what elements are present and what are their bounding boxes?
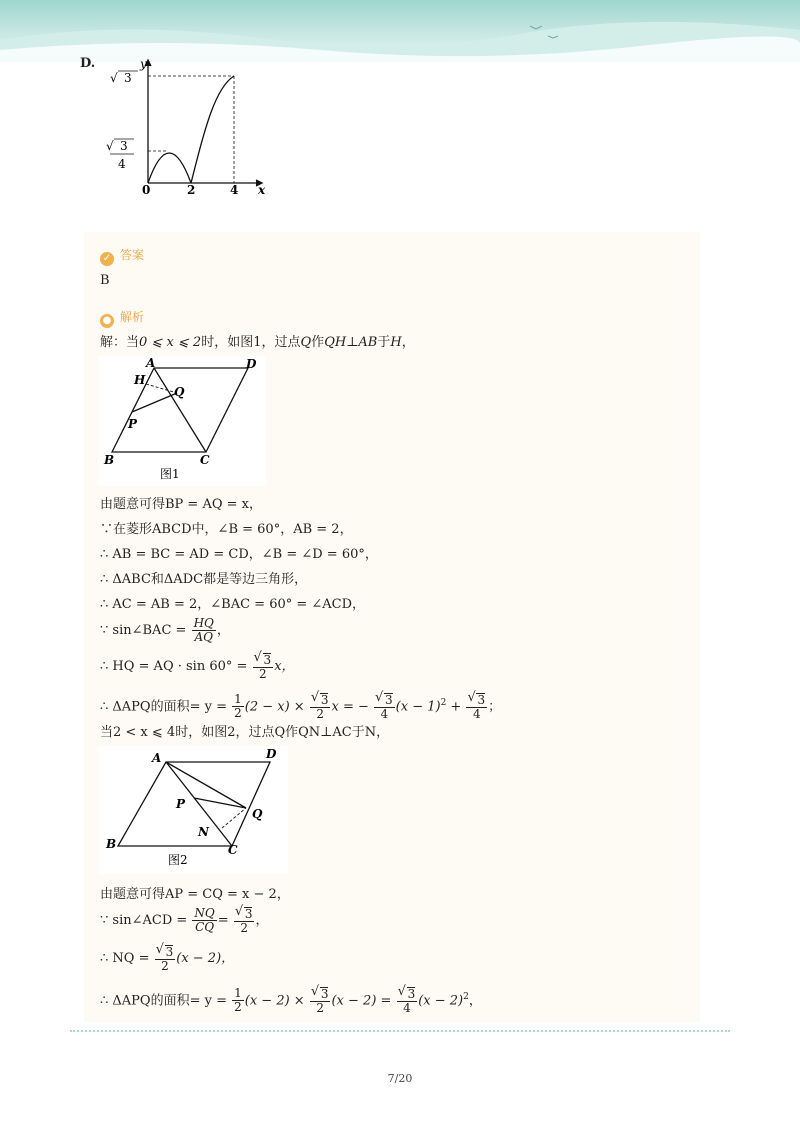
fig1-label-h: H [134, 373, 146, 387]
fig2-label-p: P [176, 797, 186, 811]
rhombus-abcd-2 [118, 762, 270, 846]
option-d-graph [80, 58, 280, 198]
answer-value: B [100, 273, 110, 288]
figure-1 [98, 356, 266, 486]
analysis-line-7: ∵ sin∠BAC = $\frac{HQ}{AQ}$ ， [100, 616, 230, 644]
analysis-line-12: ∵ sin∠ACD = $\frac{NQ}{CQ}$ = √ $\frac{3}{2}$ ， [100, 906, 268, 936]
analysis-line-11: 由题意可得AP = CQ = x − 2， [100, 887, 290, 902]
divider-dotted [70, 1030, 730, 1032]
analysis-line-8: ∴ HQ = AQ · sin 60° = √ $\frac{3}{2}$ x， [100, 652, 295, 682]
fig1-label-d: D [246, 357, 257, 371]
answer-heading: ✓ 答案 [100, 246, 144, 266]
figure-2 [98, 746, 288, 874]
option-d-label: D. [80, 56, 96, 71]
svg-text:√: √ [110, 71, 118, 85]
fig1-label-a: A [146, 356, 156, 370]
page-number: 7/20 [387, 1072, 413, 1085]
curve-arc-right [191, 76, 234, 183]
fig2-label-d: D [266, 747, 277, 761]
curve-arc-left [148, 153, 191, 183]
check-icon: ✓ [100, 252, 114, 266]
fig2-label-n: N [198, 825, 209, 839]
analysis-line-3: ∵在菱形ABCD中，∠B = 60°，AB = 2， [100, 522, 353, 537]
analysis-line-2: 由题意可得BP = AQ = x， [100, 497, 262, 512]
fig1-label-b: B [104, 453, 115, 467]
fig2-label-b: B [106, 837, 117, 851]
analysis-line-9: ∴ ΔAPQ的面积= y = $\frac{1}{2}$ (2 − x) × √ $\frac{3}{2}$ x = − √ $\frac{3}{4}$ $(x - 1)^2$ + √ $\frac{3}{4}$ ； [100, 688, 501, 722]
analysis-heading: ● 解析 [100, 308, 144, 328]
analysis-line-4: ∴ AB = BC = AD = CD，∠B = ∠D = 60°， [100, 547, 378, 562]
header-banner [0, 0, 800, 62]
analysis-line-5: ∴ ΔABC和ΔADC都是等边三角形， [100, 572, 308, 587]
lightbulb-icon: ● [100, 314, 114, 328]
analysis-line-10: 当2 < x ⩽ 4时，如图2，过点Q作QN⊥AC于N， [100, 725, 390, 740]
fig1-label-q: Q [174, 385, 185, 399]
x-axis-label: x [258, 183, 266, 197]
fig1-caption: 图1 [160, 467, 180, 481]
y-tick-mid-num: 3 [120, 139, 128, 153]
fig2-label-q: Q [252, 807, 263, 821]
fig2-label-a: A [152, 751, 162, 765]
y-tick-mid-den: 4 [118, 157, 126, 171]
analysis-line-6: ∴ AC = AB = 2，∠BAC = 60° = ∠ACD， [100, 597, 366, 612]
analysis-line-14: ∴ ΔAPQ的面积= y = $\frac{1}{2}$ (x − 2) × √ $\frac{3}{2}$ (x − 2) = √ $\frac{3}{4}$ $(x - 2)^2$， [100, 982, 482, 1016]
analysis-line-1: 解：当0 ⩽ x ⩽ 2时，如图1，过点Q作QH⊥AB于H， [100, 335, 415, 350]
y-axis-label: y [140, 58, 147, 71]
fig1-label-p: P [128, 417, 138, 431]
fig1-label-c: C [200, 453, 210, 467]
x-tick-2: 2 [187, 183, 196, 197]
fig2-label-c: C [228, 843, 238, 857]
x-tick-4: 4 [230, 183, 239, 197]
analysis-line-13: ∴ NQ = √ $\frac{3}{2}$ (x − 2)， [100, 944, 234, 974]
x-tick-0: 0 [142, 183, 151, 197]
fig2-caption: 图2 [168, 853, 188, 867]
y-tick-top: 3 [124, 71, 132, 85]
svg-text:√: √ [106, 139, 114, 153]
